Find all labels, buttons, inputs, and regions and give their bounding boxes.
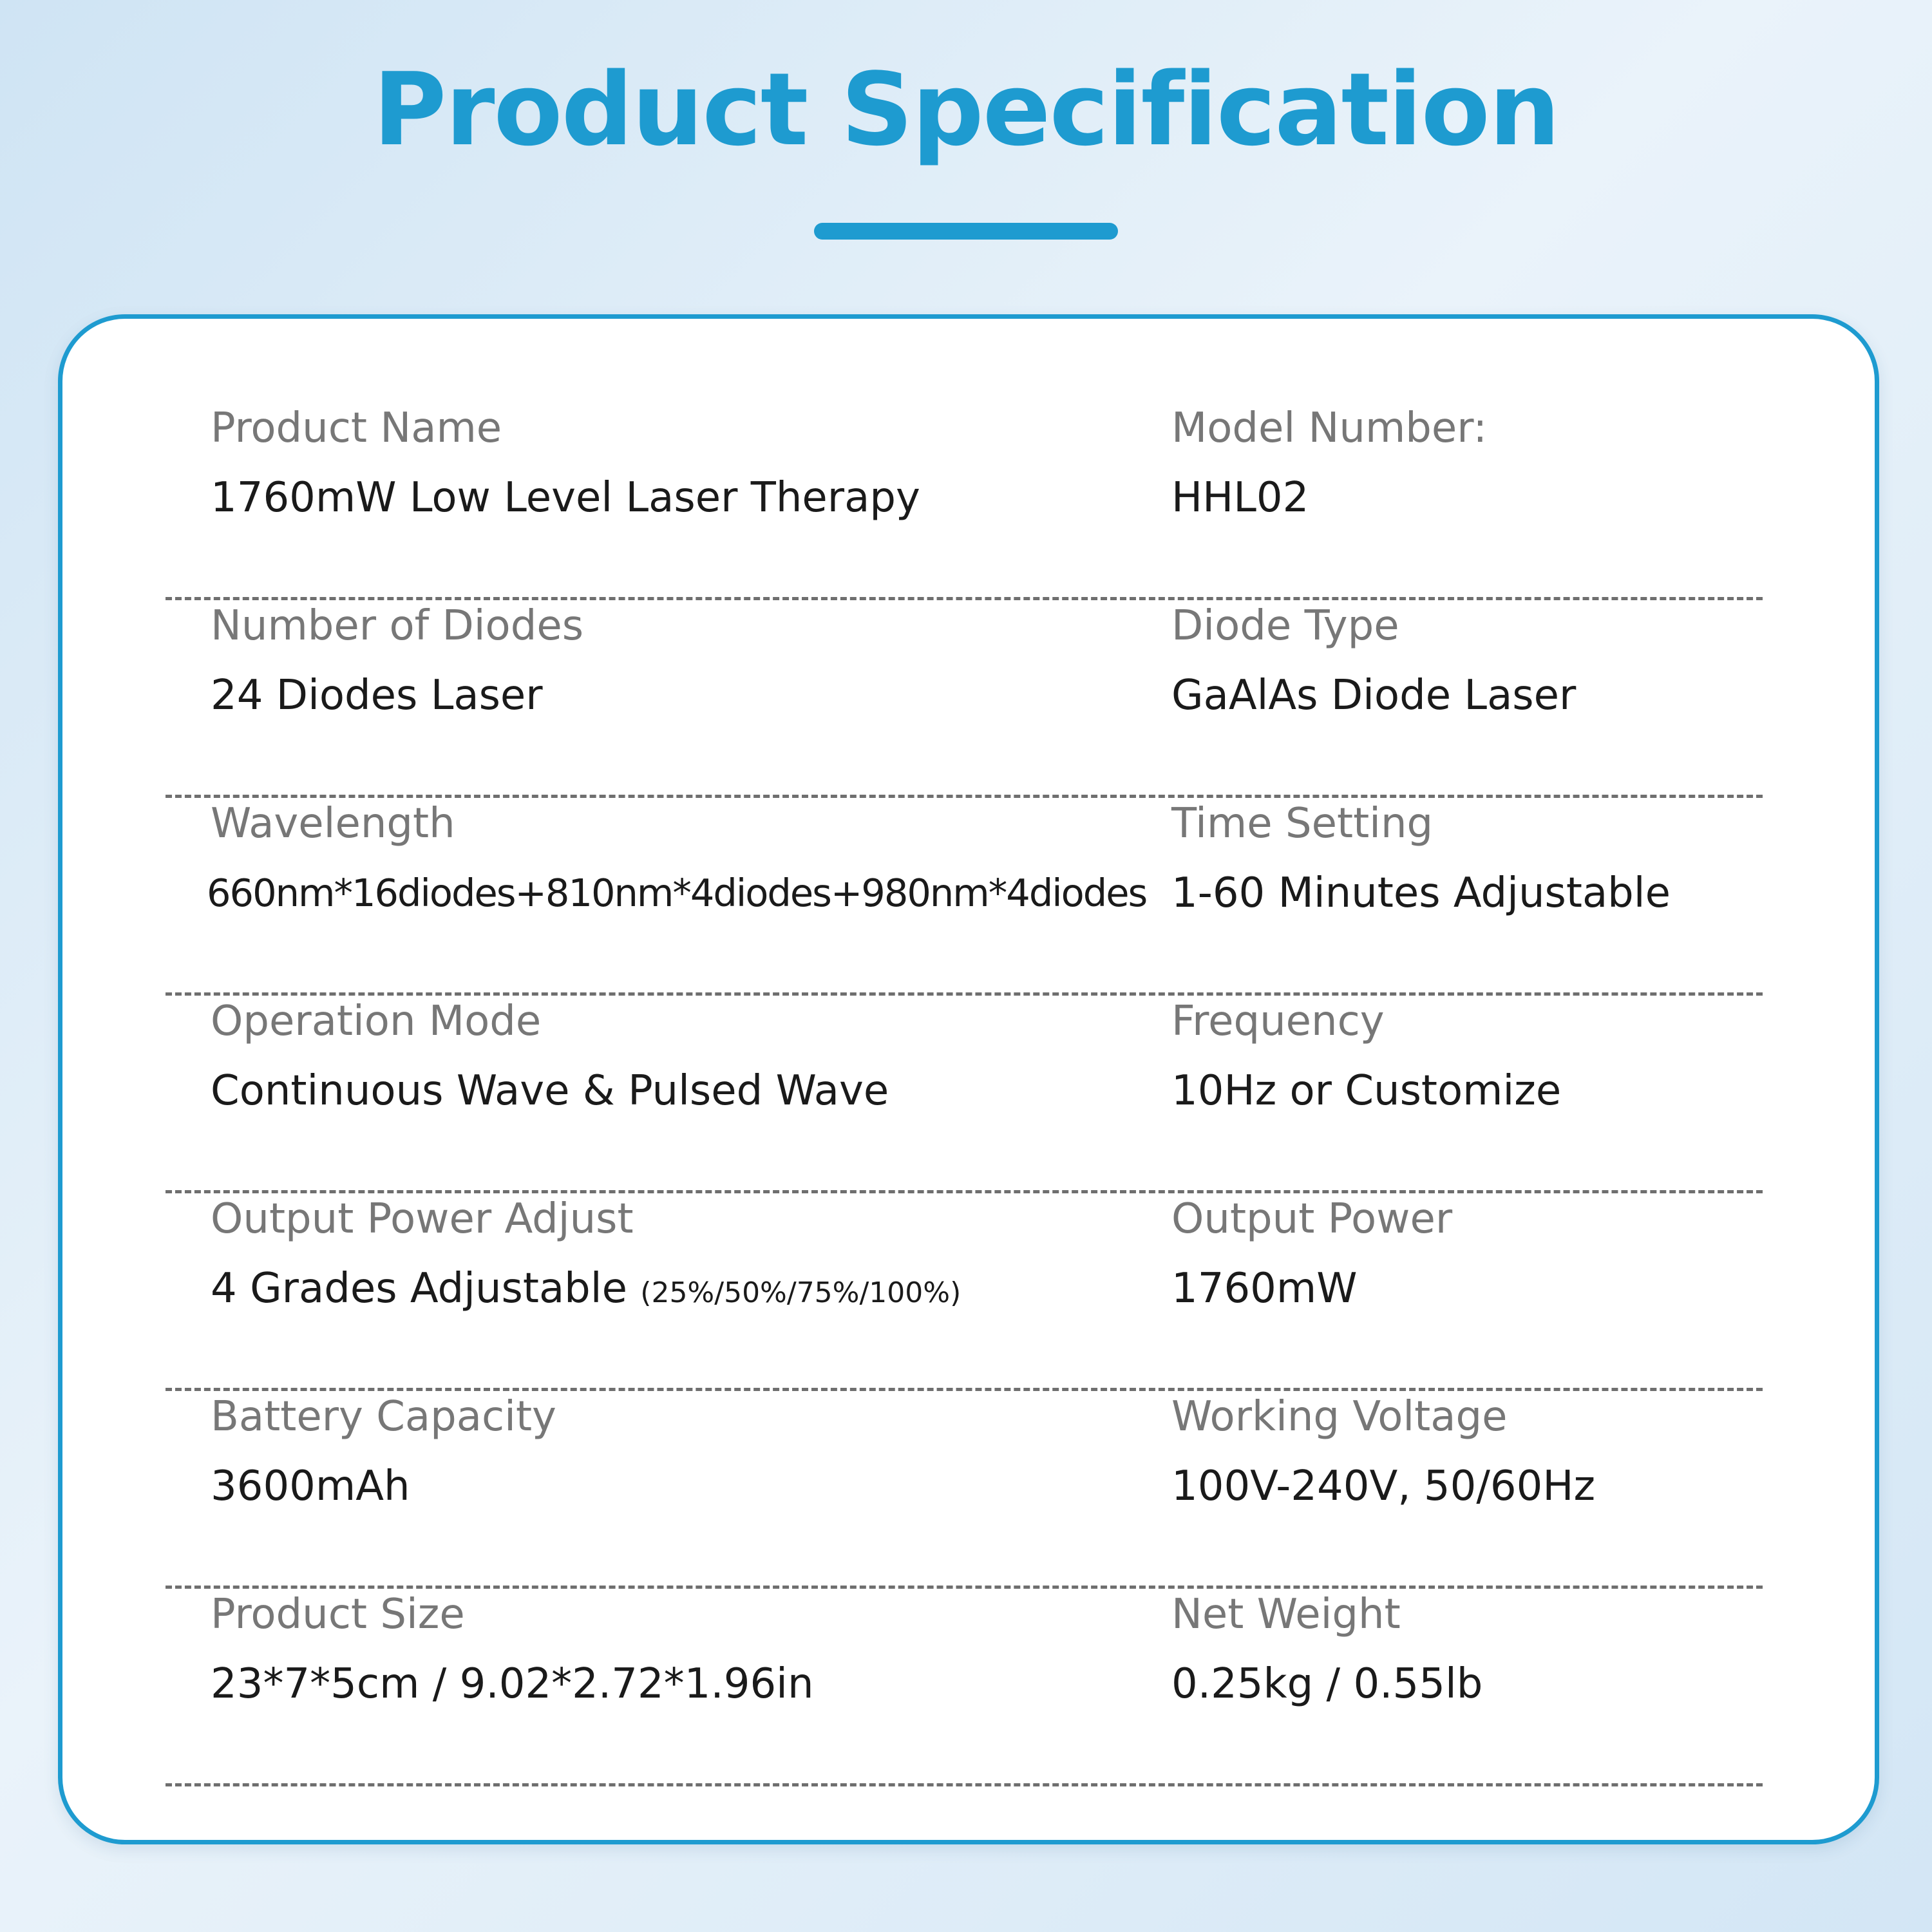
spec-value: 10Hz or Customize <box>1171 1067 1562 1115</box>
spec-value: HHL02 <box>1171 474 1309 522</box>
title-underline <box>814 223 1118 240</box>
spec-label: Output Power <box>1171 1195 1453 1243</box>
spec-row <box>166 1589 1763 1786</box>
spec-value: 24 Diodes Laser <box>211 672 543 719</box>
spec-row <box>166 600 1763 798</box>
page-title: Product Specification <box>373 51 1559 168</box>
spec-label: Time Setting <box>1171 800 1434 848</box>
spec-value: 1760mW <box>1171 1265 1358 1312</box>
spec-label: Wavelength <box>211 800 455 848</box>
spec-value: 1-60 Minutes Adjustable <box>1171 869 1671 917</box>
spec-value: Continuous Wave & Pulsed Wave <box>211 1067 889 1115</box>
spec-value: 660nm*16diodes+810nm*4diodes+980nm*4diodes <box>207 871 1147 915</box>
spec-label: Model Number: <box>1171 404 1488 452</box>
spec-label: Diode Type <box>1171 602 1399 650</box>
spec-label: Product Name <box>211 404 502 452</box>
spec-row <box>166 1193 1763 1391</box>
spec-value <box>211 1263 961 1319</box>
spec-value: 1760mW Low Level Laser Therapy <box>211 474 920 522</box>
spec-label: Output Power Adjust <box>211 1195 634 1243</box>
spec-label: Net Weight <box>1171 1591 1401 1638</box>
spec-label: Operation Mode <box>211 998 542 1045</box>
spec-value: 23*7*5cm / 9.02*2.72*1.96in <box>211 1660 814 1708</box>
spec-label: Battery Capacity <box>211 1393 556 1441</box>
spec-label: Product Size <box>211 1591 465 1638</box>
spec-label: Working Voltage <box>1171 1393 1508 1441</box>
spec-value: 0.25kg / 0.55lb <box>1171 1660 1483 1708</box>
spec-value-main: 4 Grades Adjustable <box>211 1265 627 1312</box>
spec-row <box>166 1391 1763 1589</box>
spec-row <box>166 996 1763 1193</box>
spec-value: 3600mAh <box>211 1463 410 1510</box>
spec-value-note: (25%/50%/75%/100%) <box>640 1276 961 1309</box>
spec-row <box>166 402 1763 600</box>
spec-label: Number of Diodes <box>211 602 584 650</box>
spec-value: 100V-240V, 50/60Hz <box>1171 1463 1596 1510</box>
spec-value: GaAlAs Diode Laser <box>1171 672 1577 719</box>
spec-row <box>166 798 1763 996</box>
spec-card <box>58 314 1879 1844</box>
spec-label: Frequency <box>1171 998 1385 1045</box>
